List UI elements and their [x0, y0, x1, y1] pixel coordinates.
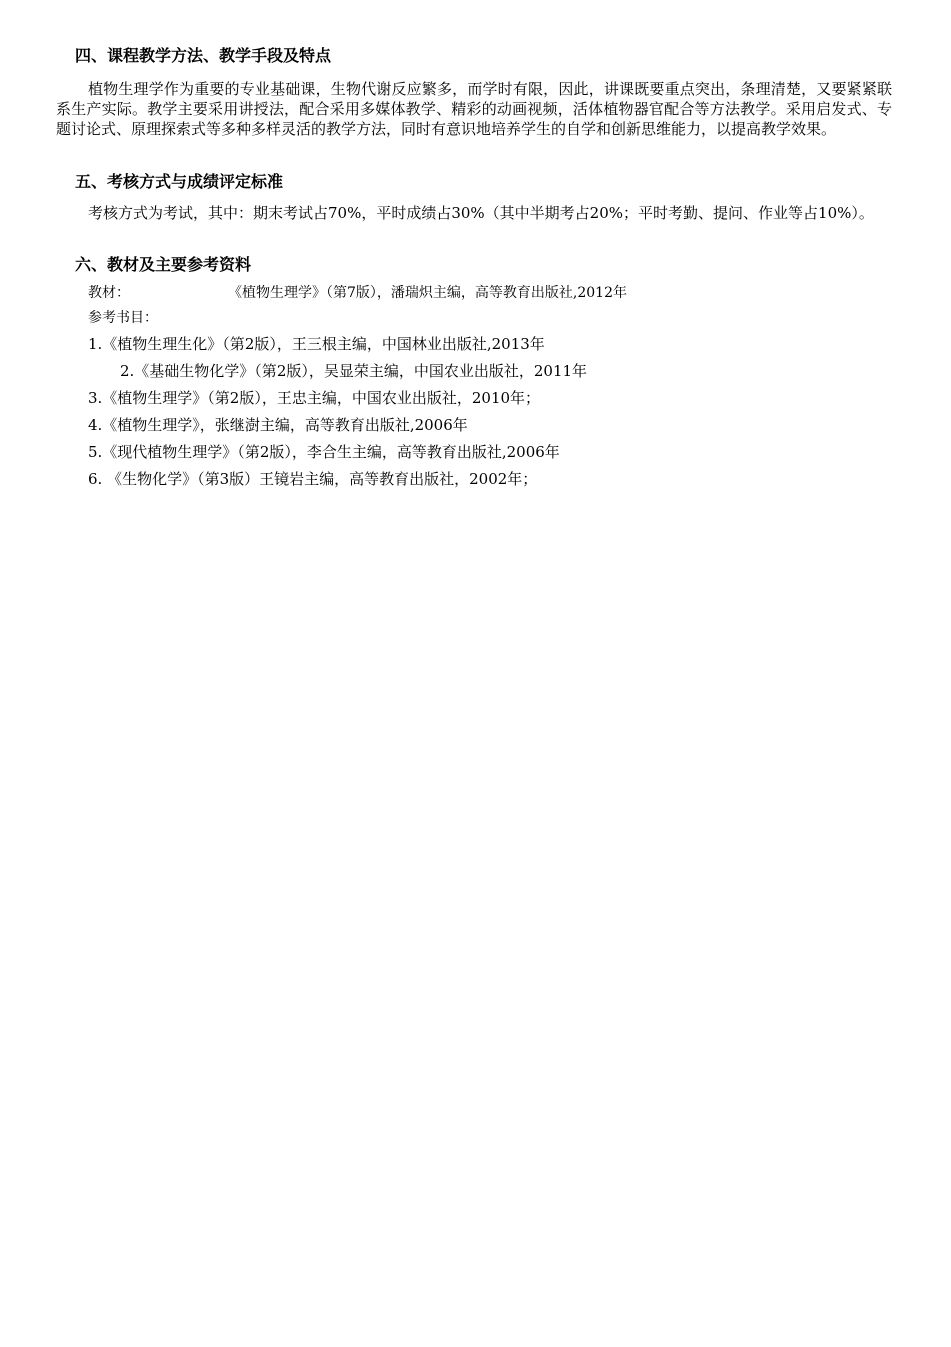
references-label: 参考书目： [88, 310, 158, 326]
reference-item-3: 3.《植物生理学》（第2版），王忠主编，中国农业出版社，2010年； [88, 389, 541, 407]
section-4-heading: 四、课程教学方法、教学手段及特点 [75, 46, 332, 65]
textbook-label: 教材： [88, 285, 130, 301]
section-5-heading: 五、考核方式与成绩评定标准 [75, 172, 284, 191]
section-5-paragraph: 考核方式为考试，其中：期末考试占70%，平时成绩占30%（其中半期考占20%；平时考勤、提问、作业等占10%）。 [88, 204, 874, 222]
reference-item-5: 5.《现代植物生理学》（第2版），李合生主编，高等教育出版社,2006年 [88, 443, 560, 461]
reference-item-1: 1.《植物生理生化》（第2版），王三根主编，中国林业出版社,2013年 [88, 335, 545, 353]
reference-item-6: 6. 《生物化学》（第3版）王镜岩主编，高等教育出版社，2002年； [88, 470, 538, 488]
section-4-paragraph: 植物生理学作为重要的专业基础课，生物代谢反应繁多，而学时有限，因此，讲课既要重点突出，条理清楚，又要紧紧联系生产实际。教学主要采用讲授法，配合采用多媒体教学、精彩的动画视频，活体植物器官配合等方法教学。采用启发式、专题讨论式、原理探索式等多种多样灵活的教学方法，同时有意识地培养学生的自学和创新思维能力，以提高教学效果。 [56, 80, 892, 138]
reference-item-2: 2.《基础生物化学》（第2版），吴显荣主编，中国农业出版社，2011年 [120, 362, 588, 380]
textbook-entry: 《植物生理学》（第7版），潘瑞炽主编，高等教育出版社,2012年 [228, 285, 627, 301]
reference-item-4: 4.《植物生理学》，张继澍主编，高等教育出版社,2006年 [88, 416, 468, 434]
section-6-heading: 六、教材及主要参考资料 [75, 255, 252, 274]
